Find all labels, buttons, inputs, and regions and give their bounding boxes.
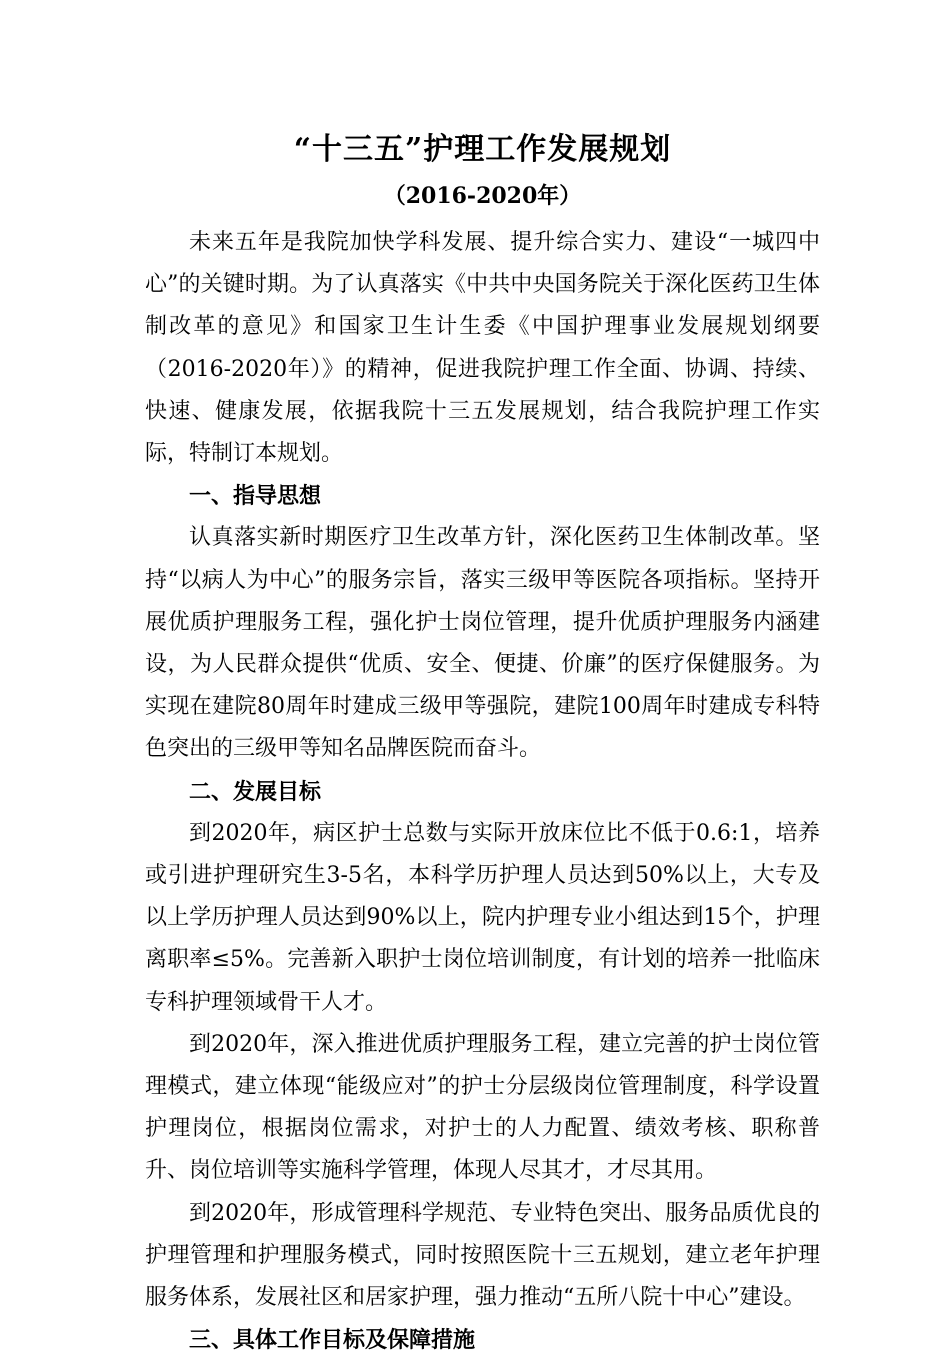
- document-subtitle: （2016-2020年）: [383, 183, 582, 209]
- intro-paragraph: 未来五年是我院加快学科发展、提升综合实力、建设“一城四中心”的关键时期。为了认真落实《中共中央国务院关于深化医药卫生体制改革的意见》和国家卫生计生委《中国护理事业发展规划纲要（2016-2020年）》的精神，促进我院护理工作全面、协调、持续、快速、健康发展，依据我院十三五发展规划，结合我院护理工作实际，特制订本规划。: [145, 230, 820, 467]
- document-page: [145, 128, 820, 1361]
- development-goals-paragraph-1: 到2020年，病区护士总数与实际开放床位比不低于0.6:1，培养或引进护理研究生3-5名，本科学历护理人员达到50%以上，大专及以上学历护理人员达到90%以上，院内护理专业小组达到15个，护理离职率≤5%。完善新入职护士岗位培训制度，有计划的培养一批临床专科护理领域骨干人才。: [145, 820, 820, 1015]
- document-title: “十三五”护理工作发展规划: [293, 132, 672, 167]
- section-heading-specific-goals: 三、具体工作目标及保障措施: [189, 1327, 476, 1354]
- guiding-ideology-paragraph: 认真落实新时期医疗卫生改革方针，深化医药卫生体制改革。坚持“以病人为中心”的服务宗旨，落实三级甲等医院各项指标。坚持开展优质护理服务工程，强化护士岗位管理，提升优质护理服务内涵建设，为人民群众提供“优质、安全、便捷、价廉”的医疗保健服务。为实现在建院80周年时建成三级甲等强院，建院100周年时建成专科特色突出的三级甲等知名品牌医院而奋斗。: [145, 525, 820, 762]
- section-heading-guiding-ideology: 一、指导思想: [189, 483, 322, 510]
- section-heading-development-goals: 二、发展目标: [189, 778, 322, 805]
- development-goals-paragraph-2: 到2020年，深入推进优质护理服务工程，建立完善的护士岗位管理模式，建立体现“能级应对”的护士分层级岗位管理制度，科学设置护理岗位，根据岗位需求，对护士的人力配置、绩效考核、职称普升、岗位培训等实施科学管理，体现人尽其才，才尽其用。: [145, 1031, 820, 1184]
- development-goals-paragraph-3: 到2020年，形成管理科学规范、专业特色突出、服务品质优良的护理管理和护理服务模式，同时按照医院十三五规划，建立老年护理服务体系，发展社区和居家护理，强力推动“五所八院十中心”建设。: [145, 1200, 820, 1311]
